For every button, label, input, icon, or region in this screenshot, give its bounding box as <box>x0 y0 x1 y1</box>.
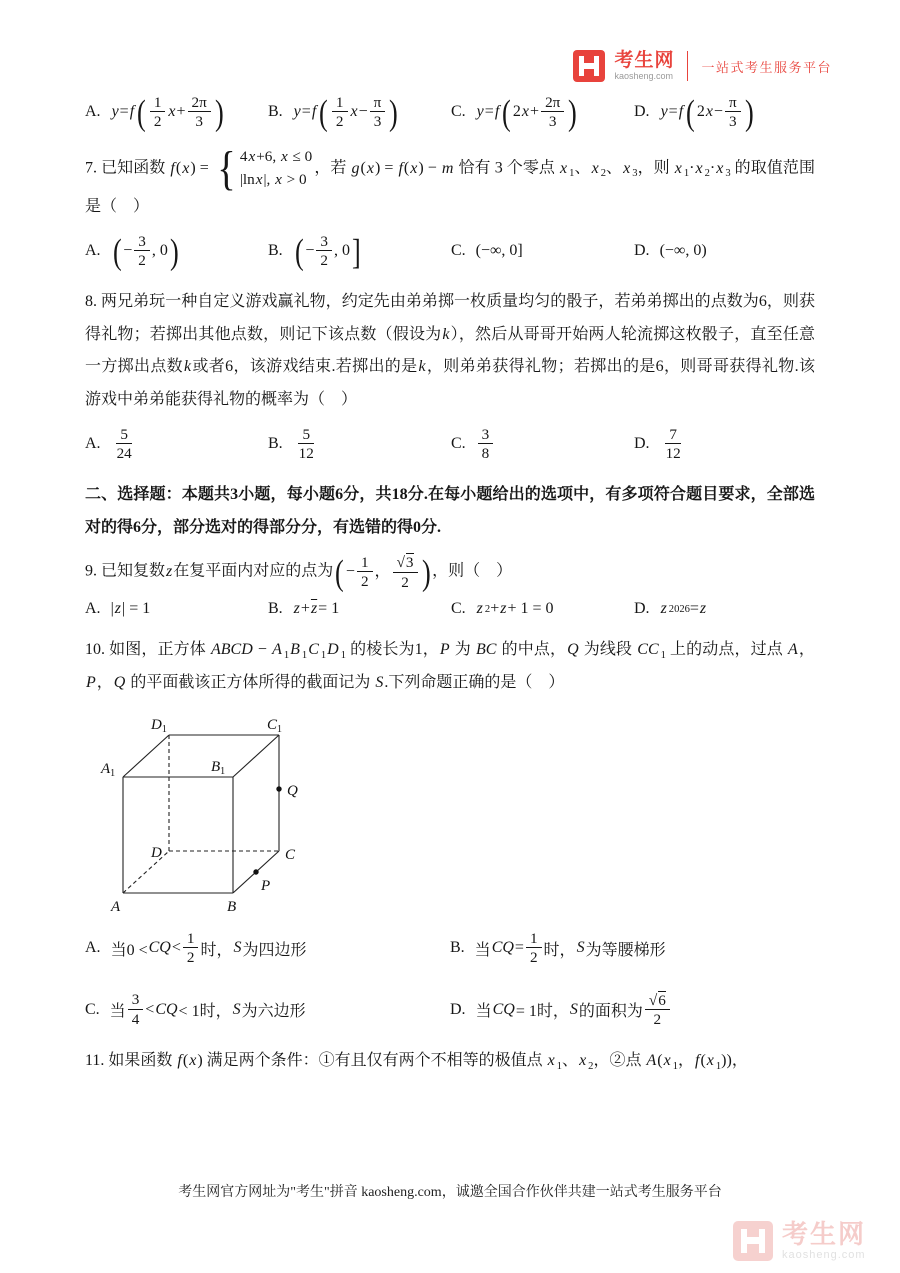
vertex-label-B: B <box>227 898 237 915</box>
question-10: 10. 如图，正方体 ABCD − A $_1$B $_1$C $_1$D $_1$ 的棱长为1，P 为 BC 的中点，Q 为线段 CC $_1$ 上的动点，过点 A，P，Q 的平面截该正方体所得的截面记为 S.下列命题正确的是（ ） <box>85 641 815 692</box>
fraction: $\frac{\pi}{3}$ <box>370 94 386 131</box>
vertex-label-Q: Q <box>287 782 298 799</box>
logo-icon-bar <box>583 63 595 69</box>
fraction: $\frac{7}{12}$ <box>665 425 681 463</box>
watermark-name: 考生网 <box>781 1219 866 1250</box>
radical-icon: √ <box>396 554 405 572</box>
option-label: A. <box>85 435 101 453</box>
fraction: $\frac{3}{2}$ <box>316 233 332 270</box>
q10-options <box>85 930 815 1029</box>
option-A <box>85 426 268 463</box>
vertex-label-D1: $D_1$ <box>151 716 167 735</box>
option-B <box>268 94 451 131</box>
vertex-label-A: A <box>111 898 121 915</box>
question-7: 7. 已知函数 f(x) = { 4x+6, x ≤ 0 |lnx|, x > 0 ，若 g(x) = f(x) − m 恰有 3 个零点 x $_1$、x $_2$、x $_3$，则 x $_1$·x $_2$·x $_3$ 的取值范围是（ ） <box>85 142 815 215</box>
option-label: D. <box>634 242 650 260</box>
fraction: $\frac{3}{2}$ <box>134 233 150 270</box>
fraction: $\frac{1}{2}$ <box>332 94 348 131</box>
option-D <box>450 991 815 1029</box>
point-P <box>253 869 258 874</box>
option-D <box>634 233 815 270</box>
q8-options <box>85 426 815 463</box>
vertex-label-C1: $C_1$ <box>267 716 283 735</box>
option-label: D. <box>634 435 650 453</box>
watermark-domain: kaosheng.com <box>781 1248 866 1261</box>
fraction: $\frac{1}{2}$ <box>150 94 166 131</box>
option-label: A. <box>85 242 101 260</box>
question-8: 8. 两兄弟玩一种自定义游戏赢礼物，约定先由弟弟掷一枚质量均匀的骰子，若弟弟掷出的点数为6，则获得礼物；若掷出其他点数，则记下该点数（假设为k），然后从哥哥开始两人轮流掷这枚骰子，直至任意一方掷出点数k或者6，该游戏结束.若掷出的是k，则弟弟获得礼物；若掷出的是6，则哥哥获得礼物.该游戏中弟弟能获得礼物的概率为（ ） <box>85 292 815 409</box>
brand-domain: kaosheng.com <box>614 70 674 81</box>
option-C <box>451 600 634 618</box>
watermark-icon-bar <box>746 1237 760 1244</box>
option-C <box>451 426 634 463</box>
option-content: y = f ( $\frac{1}{2}$ x + $\frac{2\pi}{3}$ ) <box>111 92 224 133</box>
parenthesized-expression: ( − $\frac{3}{2}$ , 0 ) <box>112 231 179 272</box>
q7-options <box>85 233 815 270</box>
fraction: √ 6 2 <box>645 991 670 1029</box>
vertex-label-C: C <box>285 846 296 863</box>
kaosheng-watermark-icon <box>733 1221 773 1261</box>
fraction: $\frac{2\pi}{3}$ <box>188 94 211 131</box>
option-label: A. <box>85 103 101 121</box>
option-content: 当0 < CQ < $\frac{1}{2}$ 时， S 为四边形 <box>110 929 307 967</box>
cube-diagram <box>99 709 349 917</box>
parenthesized-expression: ( − $\frac{1}{2}$ ， √ 3 2 ) <box>335 552 431 593</box>
option-content: z + $\overline{z}$ = 1 <box>293 600 340 618</box>
fraction: $\frac{1}{2}$ <box>183 930 199 967</box>
parenthesized-expression: ( 2 x − $\frac{\pi}{3}$ ) <box>686 92 754 133</box>
radical-icon: √ <box>648 991 658 1009</box>
option-content <box>660 426 687 463</box>
logo-divider <box>687 51 688 81</box>
fraction: $\frac{5}{12}$ <box>298 425 314 463</box>
fraction: $\frac{1}{2}$ <box>526 930 542 967</box>
option-content: y = f ( 2 x − $\frac{\pi}{3}$ ) <box>660 92 754 133</box>
fraction: $\frac{\pi}{3}$ <box>725 94 741 131</box>
option-content: y = f ( 2 x + $\frac{2\pi}{3}$ ) <box>476 92 578 133</box>
option-content: 当 CQ = $\frac{1}{2}$ 时， S 为等腰梯形 <box>474 929 666 967</box>
option-content: 当 $\frac{3}{4}$ < CQ < 1时， S 为六边形 <box>109 991 306 1028</box>
option-B <box>268 233 451 270</box>
vertex-label-B1: $B_1$ <box>211 758 226 777</box>
parenthesized-expression: ( 2 x + $\frac{2\pi}{3}$ ) <box>502 92 578 133</box>
option-label: A. <box>85 600 101 618</box>
option-A <box>85 233 268 270</box>
option-B <box>268 600 451 618</box>
option-label: B. <box>450 939 465 957</box>
piecewise-function: { 4x+6, x ≤ 0 |lnx|, x > 0 <box>217 142 313 196</box>
option-A <box>85 930 450 967</box>
exam-paper-content <box>85 94 815 1087</box>
brand-tagline: 一站式考生服务平台 <box>701 59 832 75</box>
option-D <box>634 600 815 618</box>
option-A <box>85 94 268 131</box>
fraction: $\frac{1}{2}$ <box>357 554 373 591</box>
option-A <box>85 600 268 618</box>
option-label: B. <box>268 103 283 121</box>
option-content: (−∞, 0] <box>475 242 523 260</box>
point-Q <box>276 786 281 791</box>
option-D <box>634 94 815 131</box>
kaosheng-logo-text <box>614 51 674 82</box>
option-content <box>476 426 496 463</box>
option-label: D. <box>634 600 650 618</box>
option-label: D. <box>634 103 650 121</box>
option-content: (−∞, 0) <box>659 242 707 260</box>
option-content <box>293 426 320 463</box>
option-C <box>451 233 634 270</box>
option-content: 当 CQ = 1时， S 的面积为 √ 6 2 <box>476 991 672 1029</box>
parenthesized-expression: ( $\frac{1}{2}$ x + $\frac{2\pi}{3}$ ) <box>137 92 224 133</box>
cube-figure <box>99 709 815 922</box>
option-label: C. <box>451 103 466 121</box>
question-9: 9. 已知复数z在复平面内对应的点为 ( − $\frac{1}{2}$ ， √ 3 2 ) ，则（ ） <box>85 552 513 593</box>
parenthesized-expression: ( − $\frac{3}{2}$ , 0 ] <box>294 231 361 272</box>
option-label: B. <box>268 435 283 453</box>
vertex-label-P: P <box>261 877 271 894</box>
option-B <box>268 426 451 463</box>
kaosheng-watermark-text <box>782 1220 866 1261</box>
option-content: y = f ( $\frac{1}{2}$ x − $\frac{\pi}{3}$ ) <box>293 92 399 133</box>
option-label: B. <box>268 242 283 260</box>
option-C <box>85 991 450 1029</box>
vertex-label-D: D <box>151 844 162 861</box>
edge-B1-C1 <box>233 735 279 777</box>
option-label: C. <box>451 600 466 618</box>
brand-name: 考生网 <box>614 49 675 71</box>
parenthesized-expression: ( $\frac{1}{2}$ x − $\frac{\pi}{3}$ ) <box>319 92 399 133</box>
option-content: | z | = 1 <box>110 600 151 618</box>
edge-D1-A1 <box>123 735 169 777</box>
fraction: $\frac{5}{24}$ <box>116 425 132 463</box>
option-label: D. <box>450 1000 466 1018</box>
option-label: C. <box>451 435 466 453</box>
kaosheng-watermark <box>733 1220 866 1261</box>
option-content <box>111 426 138 463</box>
footer-note: 考生网官方网址为"考生"拼音 kaosheng.com，诚邀全国合作伙伴共建一站式考生服务平台 <box>178 1185 722 1200</box>
option-B <box>450 930 815 967</box>
fraction: √ 3 2 <box>393 553 418 591</box>
section-2-header: 二、选择题：本题共3小题，每小题6分，共18分.在每小题给出的选项中，有多项符合题目要求，全部选对的得6分，部分选对的得部分分，有选错的得0分. <box>85 485 815 536</box>
option-label: A. <box>85 939 101 957</box>
fraction: $\frac{3}{8}$ <box>478 426 494 463</box>
hidden-edge-A-D <box>123 851 169 893</box>
option-content: z 2 + z + 1 = 0 <box>476 600 554 618</box>
option-label: C. <box>451 242 466 260</box>
question-11: 11. 如果函数 f(x) 满足两个条件：①有且仅有两个不相等的极值点 x $_1$、x $_2$，②点 A(x $_1$，f(x $_1$))， <box>85 1051 748 1072</box>
option-label: B. <box>268 600 283 618</box>
fraction: $\frac{2\pi}{3}$ <box>541 94 564 131</box>
option-D <box>634 426 815 463</box>
option-content <box>111 233 181 270</box>
option-label: C. <box>85 1000 100 1018</box>
option-content: z 2026 = z <box>660 600 707 618</box>
option-content <box>293 233 363 270</box>
fraction: $\frac{3}{4}$ <box>128 991 144 1028</box>
kaosheng-logo-icon <box>573 50 605 82</box>
curly-brace-icon: { <box>217 142 236 196</box>
page-header <box>573 50 832 82</box>
vertex-label-A1: $A_1$ <box>101 760 116 779</box>
q6-options <box>85 94 815 131</box>
q9-options <box>85 600 815 618</box>
option-C <box>451 94 634 131</box>
